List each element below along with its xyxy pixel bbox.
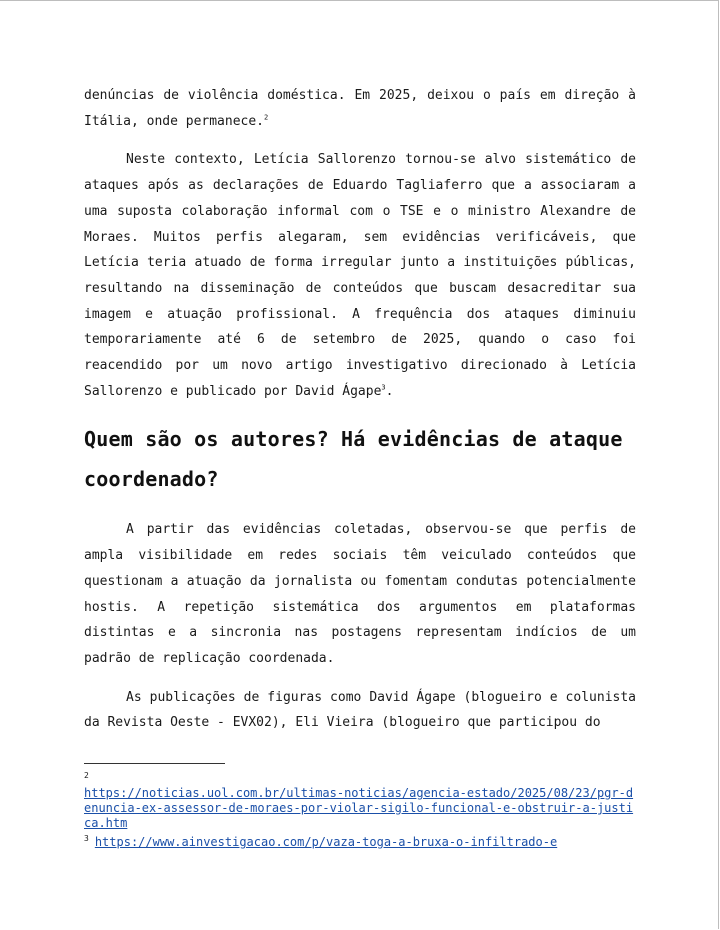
footnote-divider (84, 763, 225, 764)
paragraph-2-end: . (385, 383, 394, 399)
paragraph-2-text: Neste contexto, Letícia Sallorenzo tornou-se alvo sistemático de ataques após as declarações de Eduardo Tagliaferro que a associaram a uma suposta colaboração informal com o TSE e o ministro Alexandre de Moraes. Muitos perfis alegaram, sem evidências verificáveis, que Letícia teria atuado de forma irregular junto a instituições públicas, resultando na disseminação de conteúdos que buscam desacreditar sua imagem e atuação profissional. A frequência dos ataques diminuiu temporariamente até 6 de setembro de 2025, quando o caso foi reacendido por um novo artigo investigativo direcionado à Letícia Sallorenzo e publicado por David Ágape (84, 152, 636, 399)
footnotes (84, 763, 636, 850)
footnote-ref-2[interactable]: 2 (264, 113, 269, 122)
footnote-2-number: 2 (84, 771, 89, 780)
page-body (84, 83, 636, 736)
paragraph-1-text: denúncias de violência doméstica. Em 2025, deixou o país em direção à Itália, onde permanece. (84, 88, 636, 129)
paragraph-1 (84, 83, 636, 134)
footnote-3 (84, 831, 636, 850)
paragraph-4: As publicações de figuras como David Ágape (blogueiro e colunista da Revista Oeste - EVX02), Eli Vieira (blogueiro que participou do (84, 689, 636, 731)
footnote-3-number: 3 (84, 834, 89, 843)
paragraph-3: A partir das evidências coletadas, observou-se que perfis de ampla visibilidade em redes sociais têm veiculado conteúdos que questionam a atuação da jornalista ou fomentam condutas potencialmente hostis. A repetição sistemática dos argumentos em plataformas distintas e a sincronia nas postagens representam indícios de um padrão de replicação coordenada. (84, 522, 636, 666)
footnote-ref-3[interactable]: 3 (381, 383, 386, 392)
section-heading: Quem são os autores? Há evidências de ataque coordenado? (84, 427, 623, 492)
footnote-3-link[interactable]: https://www.ainvestigacao.com/p/vaza-toga-a-bruxa-o-infiltrado-e (94, 835, 558, 849)
paragraph-2 (84, 147, 636, 404)
footnote-2-link[interactable]: https://noticias.uol.com.br/ultimas-noticias/agencia-estado/2025/08/23/pgr-denuncia-ex-assessor-de-moraes-por-violar-sigilo-funcional-e-obstruir-a-justica.htm (84, 786, 634, 830)
